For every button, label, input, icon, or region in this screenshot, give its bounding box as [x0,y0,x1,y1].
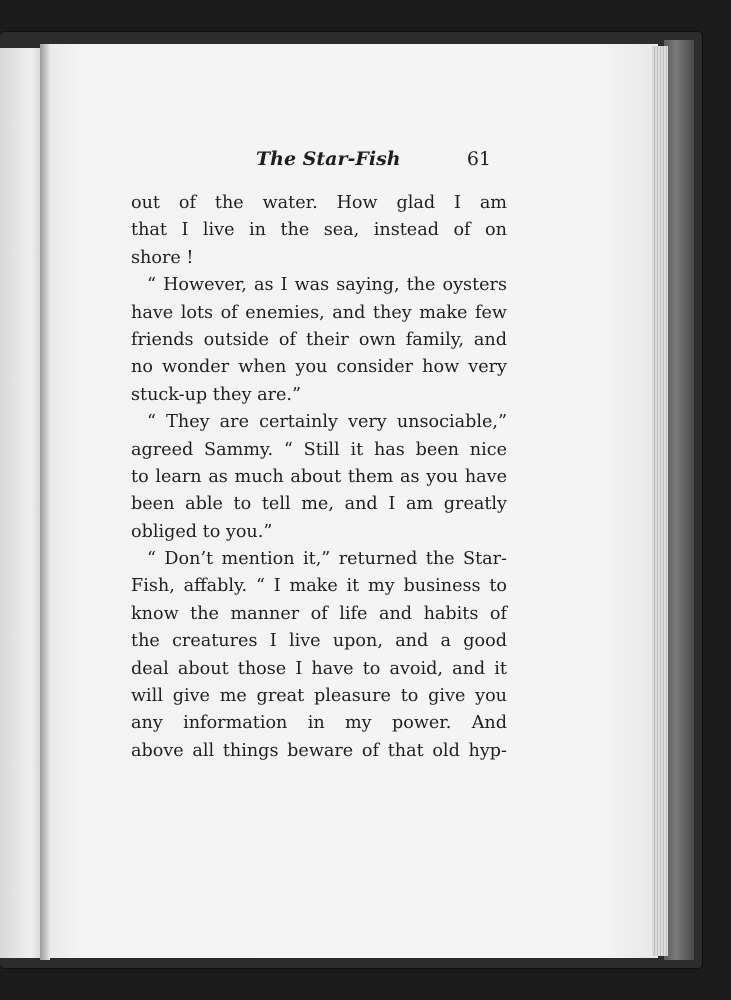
cover-edge [664,40,694,960]
text-line: out of the water. How glad I am [131,193,507,213]
running-title: The Star-Fish [256,148,401,170]
page-gutter [40,44,50,960]
left-page [0,48,44,958]
text-line: no wonder when you consider how very [131,357,507,378]
page-header [256,148,491,178]
text-line: will give me great pleasure to give you [131,686,507,707]
text-line: “ However, as I was saying, the oysters [147,275,507,296]
text-line: obliged to you.” [131,521,273,542]
text-line: the creatures I live upon, and a good [131,631,507,652]
text-line: agreed Sammy. “ Still it has been nice [131,439,507,460]
text-line: that I live in the sea, instead of on [131,220,507,241]
text-line: shore ! [131,247,194,268]
text-line: “ Don’t mention it,” returned the Star- [147,549,507,570]
text-line: stuck-up they are.” [131,384,302,405]
text-line: deal about those I have to avoid, and it [131,658,507,679]
text-line: friends outside of their own family, and [131,329,507,350]
page-edges [652,46,668,956]
text-line: to learn as much about them as you have [131,466,507,487]
page-number: 61 [466,148,491,170]
text-line: have lots of enemies, and they make few [131,302,507,323]
text-line: know the manner of life and habits of [131,603,507,624]
text-line: Fish, affably. “ I make it my business to [131,576,507,597]
text-line: been able to tell me, and I am greatly [131,494,507,515]
text-line: above all things beware of that old hyp- [131,740,507,761]
body-text [131,190,507,765]
text-line: any information in my power. And [131,713,507,734]
text-line: “ They are certainly very unsociable,” [147,412,507,433]
